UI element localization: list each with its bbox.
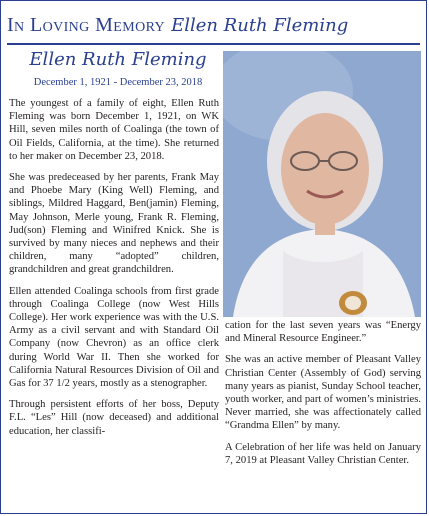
right-paragraph-2: She was an active member of Pleasant Valley Christian Center (Assembly of God) serving many years as pianist, Sunday School teacher, youth worker, and part of women’s ministries. Never married, she was affectionately called “Grandma Ellen” by many.	[225, 354, 421, 432]
header-divider	[7, 43, 420, 45]
header-banner	[7, 7, 420, 43]
header-title-caps: In Loving Memory	[7, 13, 166, 36]
portrait-photo	[223, 51, 421, 317]
right-column	[225, 319, 421, 475]
left-paragraph-3: Ellen attended Coalinga schools from first grade through Coalinga College (now West Hills College). Her work experience was with the U.S. Army as a civil servant and with Standard Oil Company (now Chevron) as an office clerk during World War II. Then she worked for California Natural Resources Division of Oil and Gas for 37 1/2 years, mostly as a stenographer.	[9, 285, 219, 390]
right-paragraph-3: A Celebration of her life was held on January 7, 2019 at Pleasant Valley Christian Center.	[225, 441, 421, 466]
name-script-heading: Ellen Ruth Fleming	[29, 49, 207, 70]
right-paragraph-1: cation for the last seven years was “Energy and Mineral Resource Engineer.”	[225, 320, 421, 345]
left-column	[9, 97, 219, 446]
portrait-photo-icon	[223, 51, 421, 317]
left-paragraph-2: She was predeceased by her parents, Frank May and Phoebe Mary (King Well) Fleming, and siblings, Mildred Haggard, Ben(jamin) Fleming, May Johnson, Merle young, Frank R. Fleming, Jud(son) Fleming and Winifred Knick. She is survived by many nieces and nephews and their children, many “adopted” children, grandchildren and great grandchildren.	[9, 172, 219, 276]
header-title-script: Ellen Ruth Fleming	[171, 14, 349, 36]
left-paragraph-1: The youngest of a family of eight, Ellen Ruth Fleming was born December 1, 1921, on WK Hill, seven miles north of Coalinga (the town of Oil Fields, California, at the time). She returned to her maker on December 23, 2018.	[9, 98, 219, 162]
life-dates: December 1, 1921 - December 23, 2018	[33, 77, 203, 88]
left-paragraph-4: Through persistent efforts of her boss, Deputy F.L. “Les” Hill (now deceased) and additional education, her classifi-	[9, 399, 219, 437]
